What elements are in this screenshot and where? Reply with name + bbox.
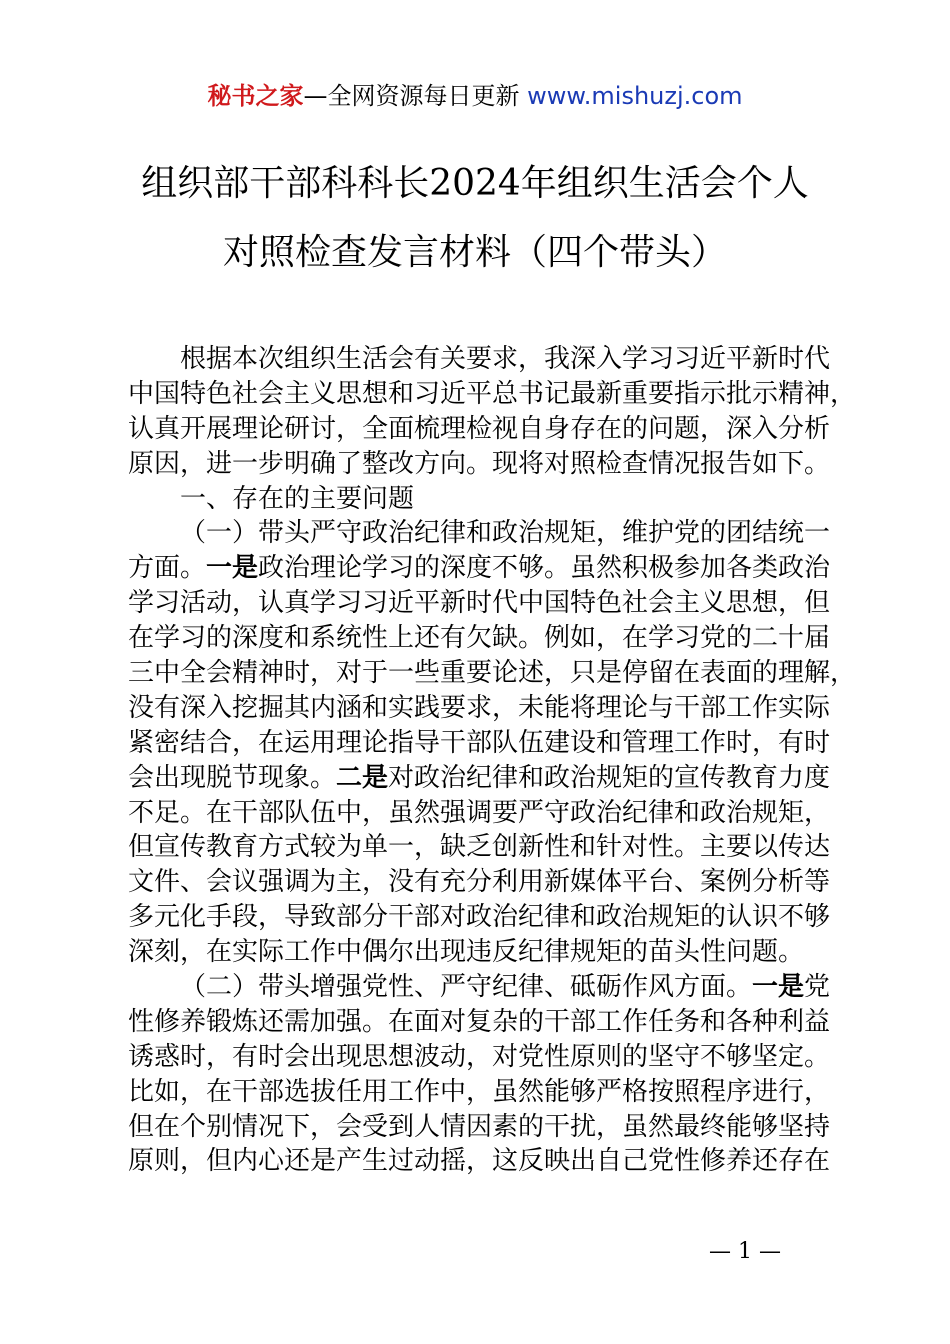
section-heading: 一、存在的主要问题 [180, 483, 415, 514]
document-title-line-2: 对照检查发言材料（四个带头） [222, 232, 727, 273]
site-header [0, 80, 950, 112]
body-line: 根据本次组织生活会有关要求，我深入学习习近平新时代 [180, 344, 831, 374]
body-line: 比如，在干部选拔任用工作中，虽然能够严格按照程序进行， [128, 1076, 831, 1107]
body-line: 紧密结合，在运用理论指导干部队伍建设和管理工作时，有时 [128, 727, 831, 758]
line-text: 对政治纪律和政治规矩的宣传教育力度 [388, 762, 831, 793]
document-body [128, 342, 858, 1179]
body-line: 诱惑时，有时会出现思想波动，对党性原则的坚守不够坚定。 [128, 1041, 831, 1072]
line-text: 会出现脱节现象。 [128, 762, 337, 793]
subsection-heading: （一）带头严守政治纪律和政治规矩，维护党的团结统一 [180, 518, 831, 549]
body-line: 认真开展理论研讨，全面梳理检视自身存在的问题，深入分析 [128, 413, 831, 444]
line-text: 方面。 [128, 553, 207, 584]
body-line: 原则，但内心还是产生过动摇，这反映出自己党性修养还存在 [128, 1146, 831, 1177]
emphasis-marker: 二是 [336, 762, 389, 793]
body-line: 学习活动，认真学习习近平新时代中国特色社会主义思想，但 [128, 588, 831, 619]
body-line: 不足。在干部队伍中，虽然强调要严守政治纪律和政治规矩， [128, 797, 831, 828]
emphasis-marker: 一是 [206, 553, 259, 584]
body-line: 没有深入挖掘其内涵和实践要求，未能将理论与干部工作实际 [128, 692, 831, 723]
body-line: 深刻，在实际工作中偶尔出现违反纪律规矩的苗头性问题。 [128, 937, 805, 968]
body-line: 三中全会精神时，对于一些重要论述，只是停留在表面的理解， [128, 658, 857, 689]
site-url-link[interactable]: www.mishuzj.com [527, 82, 743, 110]
body-line: 在学习的深度和系统性上还有欠缺。例如，在学习党的二十届 [128, 623, 831, 654]
body-line [128, 761, 858, 796]
line-text: 政治理论学习的深度不够。虽然积极参加各类政治 [258, 553, 831, 584]
body-line: 中国特色社会主义思想和习近平总书记最新重要指示批示精神， [128, 378, 857, 409]
body-line: 文件、会议强调为主，没有充分利用新媒体平台、案例分析等 [128, 867, 831, 898]
body-line: 但宣传教育方式较为单一，缺乏创新性和针对性。主要以传达 [128, 832, 831, 863]
subsection-heading [128, 970, 858, 1005]
body-line: 但在个别情况下，会受到人情因素的干扰，虽然最终能够坚持 [128, 1111, 831, 1142]
body-line: 性修养锻炼还需加强。在面对复杂的干部工作任务和各种利益 [128, 1006, 831, 1037]
line-text: （二）带头增强党性、严守纪律、砥砺作风方面。 [180, 972, 753, 1003]
document-title-line-1: 组织部干部科科长2024年组织生活会个人 [141, 163, 809, 204]
line-text: 党 [804, 972, 831, 1003]
brand-name: 秘书之家 [207, 82, 304, 110]
body-line: 多元化手段，导致部分干部对政治纪律和政治规矩的认识不够 [128, 902, 831, 933]
emphasis-marker: 一是 [752, 972, 805, 1003]
header-slogan: —全网资源每日更新 [303, 82, 528, 110]
body-line [128, 551, 858, 586]
page-number: — 1 — [709, 1239, 781, 1264]
body-line: 原因，进一步明确了整改方向。现将对照检查情况报告如下。 [128, 448, 831, 479]
